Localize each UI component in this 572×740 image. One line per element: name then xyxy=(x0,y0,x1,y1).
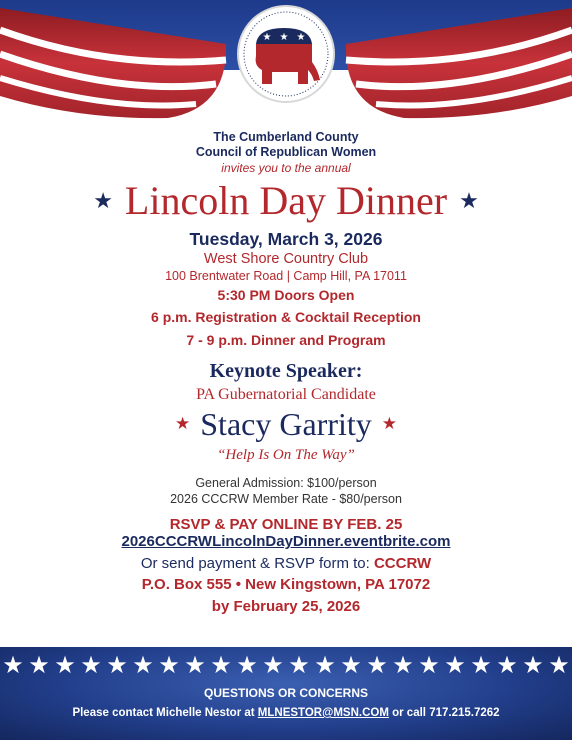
footer-star-icon: ★ xyxy=(470,652,492,679)
mailing-address: P.O. Box 555 • New Kingstown, PA 17072 xyxy=(141,576,431,593)
title-star-right-icon: ★ xyxy=(459,188,479,213)
speaker-tagline: “Help Is On The Way” xyxy=(217,447,355,463)
org-name-line1: The Cumberland County xyxy=(213,130,359,144)
event-address: 100 Brentwater Road | Camp Hill, PA 17011 xyxy=(165,269,407,283)
footer-star-icon: ★ xyxy=(392,652,414,679)
footer-contact xyxy=(0,705,572,721)
event-venue: West Shore Country Club xyxy=(203,251,369,267)
contact-suffix: or call 717.215.7262 xyxy=(388,707,500,719)
invite-text: invites you to the annual xyxy=(221,161,351,175)
footer-star-icon: ★ xyxy=(2,652,24,679)
footer-star-icon: ★ xyxy=(236,652,258,679)
footer-star-icon: ★ xyxy=(418,652,440,679)
footer-star-icon: ★ xyxy=(132,652,154,679)
send-payment-text: Or send payment & RSVP form to: xyxy=(140,555,374,572)
svg-text:★: ★ xyxy=(279,32,289,43)
footer-star-icon: ★ xyxy=(210,652,232,679)
invitation-body xyxy=(0,130,572,618)
title-star-left-icon: ★ xyxy=(93,188,113,213)
footer-band xyxy=(0,647,572,740)
speaker-star-right-icon: ★ xyxy=(381,414,397,433)
general-admission-price: General Admission: $100/person xyxy=(195,476,377,490)
send-payment-org: CCCRW xyxy=(373,555,432,572)
footer-star-icon: ★ xyxy=(80,652,102,679)
speaker-role: PA Gubernatorial Candidate xyxy=(196,386,376,403)
footer-star-icon: ★ xyxy=(496,652,518,679)
footer-star-icon: ★ xyxy=(106,652,128,679)
footer-star-icon: ★ xyxy=(340,652,362,679)
footer-star-icon: ★ xyxy=(28,652,50,679)
footer-star-icon: ★ xyxy=(522,652,544,679)
speaker-row xyxy=(0,405,572,443)
dinner-time: 7 - 9 p.m. Dinner and Program xyxy=(186,332,386,348)
footer-star-icon: ★ xyxy=(54,652,76,679)
event-title: Lincoln Day Dinner xyxy=(124,178,448,223)
footer-star-icon: ★ xyxy=(548,652,570,679)
contact-email-link[interactable]: MLNESTOR@MSN.COM xyxy=(257,707,389,719)
footer-star-icon: ★ xyxy=(158,652,180,679)
footer-star-icon: ★ xyxy=(366,652,388,679)
republican-elephant-icon xyxy=(236,4,336,104)
speaker-name: Stacy Garrity xyxy=(200,406,372,442)
footer-heading: QUESTIONS OR CONCERNS xyxy=(203,686,368,700)
reception-time: 6 p.m. Registration & Cocktail Reception xyxy=(151,309,421,325)
footer-star-icon: ★ xyxy=(314,652,336,679)
contact-prefix: Please contact Michelle Nestor at xyxy=(72,707,258,719)
org-name-line2: Council of Republican Women xyxy=(195,145,377,159)
footer-stars-row xyxy=(0,651,572,681)
event-date: Tuesday, March 3, 2026 xyxy=(189,229,383,249)
svg-text:★: ★ xyxy=(262,32,272,43)
member-rate-price: 2026 CCCRW Member Rate - $80/person xyxy=(170,492,402,506)
svg-text:★: ★ xyxy=(296,32,306,43)
footer-star-icon: ★ xyxy=(288,652,310,679)
footer-star-icon: ★ xyxy=(444,652,466,679)
footer-star-icon: ★ xyxy=(262,652,284,679)
keynote-heading: Keynote Speaker: xyxy=(209,360,363,382)
title-row xyxy=(0,179,572,223)
doors-open-time: 5:30 PM Doors Open xyxy=(217,287,355,303)
rsvp-headline: RSVP & PAY ONLINE BY FEB. 25 xyxy=(169,516,403,533)
rsvp-deadline: by February 25, 2026 xyxy=(211,598,361,615)
rsvp-url-link[interactable]: 2026CCCRWLincolnDayDinner.eventbrite.com xyxy=(121,533,451,550)
speaker-star-left-icon: ★ xyxy=(175,414,191,433)
send-payment-line xyxy=(0,554,572,574)
footer-star-icon: ★ xyxy=(184,652,206,679)
